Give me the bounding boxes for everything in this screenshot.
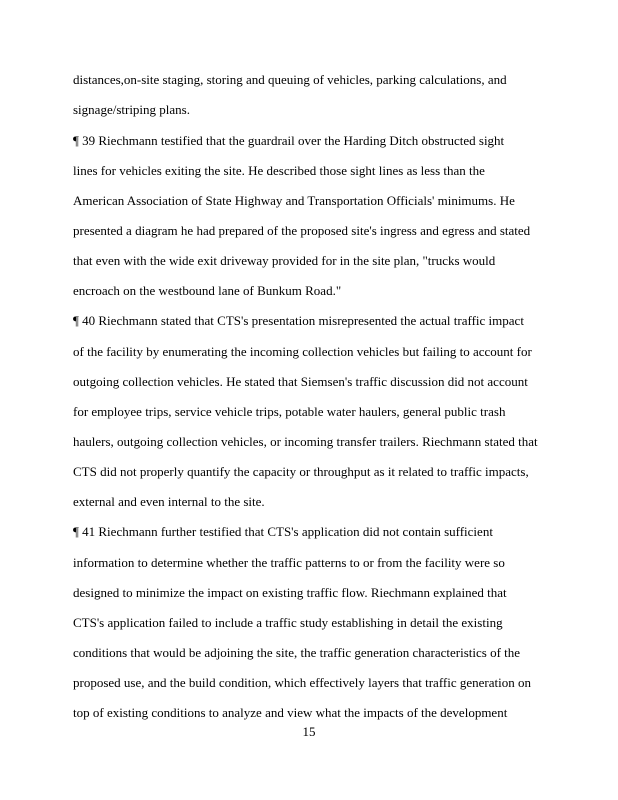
text-line: CTS's application failed to include a traffic study establishing in detail the existing: [73, 615, 503, 630]
text-line: ¶ 41 Riechmann further testified that CTS's application did not contain sufficient: [73, 524, 493, 539]
text-line: proposed use, and the build condition, which effectively layers that traffic generation on: [73, 675, 531, 690]
text-line: distances,on-site staging, storing and queuing of vehicles, parking calculations, and: [73, 72, 507, 87]
text-line: external and even internal to the site.: [73, 494, 265, 509]
text-line: that even with the wide exit driveway provided for in the site plan, "trucks would: [73, 253, 496, 268]
text-line: conditions that would be adjoining the site, the traffic generation characteristics of the: [73, 645, 521, 660]
text-line: presented a diagram he had prepared of the proposed site's ingress and egress and stated: [73, 223, 531, 238]
text-line: designed to minimize the impact on existing traffic flow. Riechmann explained that: [73, 585, 507, 600]
text-line: American Association of State Highway and Transportation Officials' minimums. He: [73, 193, 515, 208]
text-line: top of existing conditions to analyze and view what the impacts of the development: [73, 705, 508, 720]
text-line: of the facility by enumerating the incoming collection vehicles but failing to account for: [73, 344, 532, 359]
text-line: encroach on the westbound lane of Bunkum Road.": [73, 283, 342, 298]
text-line: CTS did not properly quantify the capacity or throughput as it related to traffic impacts,: [73, 464, 529, 479]
text-line: for employee trips, service vehicle trips, potable water haulers, general public trash: [73, 404, 506, 419]
text-line: lines for vehicles exiting the site. He described those sight lines as less than the: [73, 163, 485, 178]
text-line: outgoing collection vehicles. He stated that Siemsen's traffic discussion did not account: [73, 374, 528, 389]
text-line: ¶ 40 Riechmann stated that CTS's presentation misrepresented the actual traffic impact: [73, 313, 524, 328]
text-line: signage/striping plans.: [73, 102, 190, 117]
text-line: ¶ 39 Riechmann testified that the guardrail over the Harding Ditch obstructed sight: [73, 133, 505, 148]
text-line: haulers, outgoing collection vehicles, or incoming transfer trailers. Riechmann stated that: [73, 434, 538, 449]
page-number: 15: [302, 724, 316, 739]
text-line: information to determine whether the traffic patterns to or from the facility were so: [73, 555, 505, 570]
